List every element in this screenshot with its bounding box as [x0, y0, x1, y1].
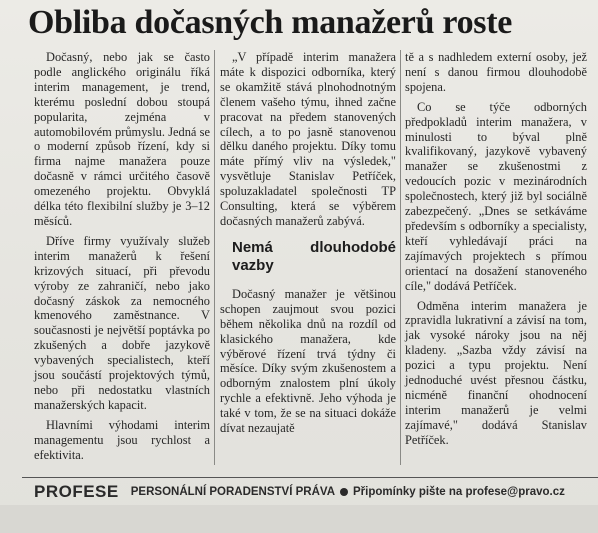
- paragraph: Dočasný, nebo jak se často podle anglického originálu říká interim management, je trend, kterému poslední dobou stoupá popularita, zejména v automobilovém průmyslu. Jedná se o moderní způsob řízení, kdy si firma najme manažera pouze dočasně v rámci určitého časově omezeného projektu. Obvyklá délka této flexibilní služby je 3–12 měsíců.: [34, 50, 210, 228]
- paragraph: tě a s nadhledem externí osoby, jež není s danou firmou dlouhodobě spojena.: [405, 50, 587, 94]
- column-2: [220, 50, 396, 436]
- paragraph: Hlavními výhodami interim managementu jsou rychlost a efektivita.: [34, 417, 210, 462]
- headline: Obliba dočasných manažerů roste: [28, 4, 513, 41]
- section-footer: [22, 477, 598, 507]
- paragraph: Odměna interim manažera je zpravidla lukrativní a závisí na tom, jak vysoké nároky jsou na něj kladeny. „Sazba vždy závisí na pozici a typu projektu. Není jednoduché uvést přesnou částku, nicméně finanční ohodnocení interim manažerů je velmi zajímavé," dodává Stanislav Petříček.: [405, 298, 587, 447]
- paragraph: Dočasný manažer je většinou schopen zaujmout svou pozici během několika dnů na rozdíl od klasického manažera, kde výběrové řízení trvá týdny či měsíce. Díky svým zkušenostem a odborným znalostem plní úkoly rychle a efektivně. Jeho výhoda je také v tom, že se na situaci dokáže dívat nezaujatě: [220, 286, 396, 436]
- subheading: Nemá dlouhodobé vazby: [232, 238, 396, 274]
- bullet-icon: [340, 488, 348, 496]
- column-divider: [400, 50, 401, 465]
- column-divider: [214, 50, 215, 465]
- section-brand: PROFESE: [34, 482, 119, 501]
- paragraph: Co se týče odborných předpokladů interim manažera, v minulosti to býval plně kvalifikovaný, jazykově vybavený manažer se zkušenostmi z vedoucích pozic v mezinárodních společnostech, který již byl sociálně zabezpečený. „Dnes se setkáváme především s odborníky a specialisty, kteří vyhledávají práci na zajímavých projektech s přímou orientací na dosažení stanoveného cíle," dodává Petříček.: [405, 99, 587, 293]
- column-3: [405, 50, 587, 448]
- page-margin: [0, 505, 598, 533]
- section-title: PERSONÁLNÍ PORADENSTVÍ PRÁVA: [130, 486, 336, 498]
- column-1: [34, 50, 210, 462]
- contact-note: Připomínky pište na profese@pravo.cz: [353, 486, 565, 498]
- paragraph: „V případě interim manažera máte k dispozici odborníka, který se okamžitě stává plnohodnotným členem vašeho týmu, ihned začne pracovat na předem stanovených cílech, a to po jasně stanovenou dělku daného projektu. Díky tomu máte přímý vliv na výsledek," vysvětluje Stanislav Petříček, spoluzakladatel společnosti TP Consulting, která se výběrem dočasných manažerů zabývá.: [220, 50, 396, 228]
- paragraph: Dříve firmy využívaly služeb interim manažerů k řešení krizových situací, při převodu výroby ze zahraničí, nebo jako dočasný záskok za nemocného kmenového zaměstnance. V současnosti je největší poptávka po zkušených a dobře jazykově vybavených specialistech, kteří jsou součástí projektových týmů, nebo při nedostatku vlastních manažerských kapacit.: [34, 233, 210, 412]
